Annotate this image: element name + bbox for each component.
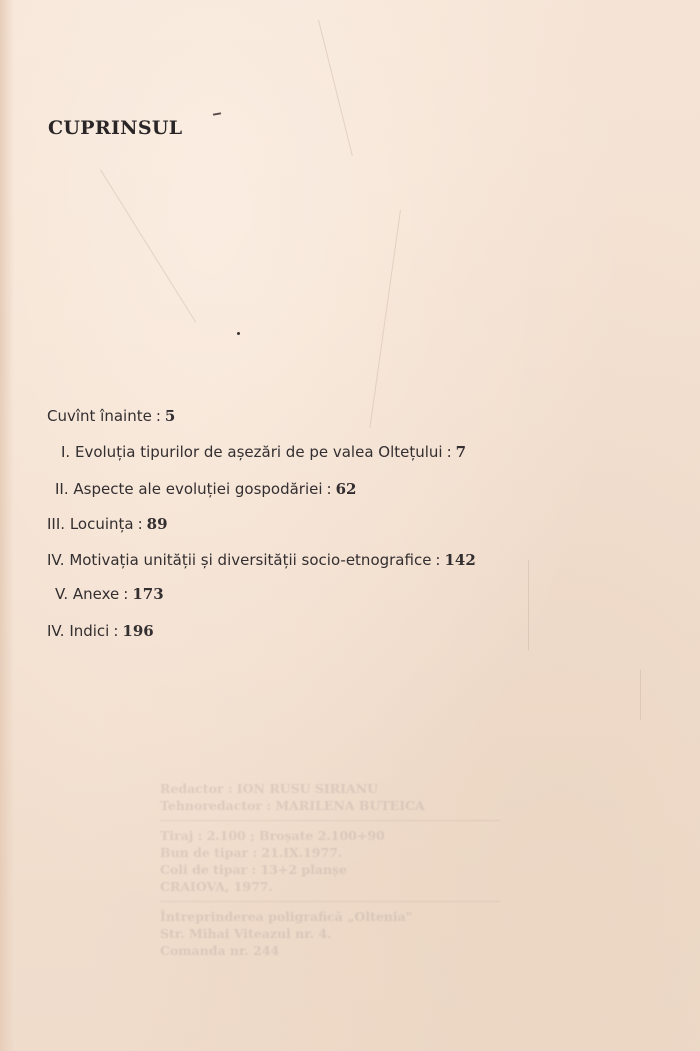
toc-page-number: 142 bbox=[444, 551, 476, 569]
toc-entry bbox=[55, 585, 164, 603]
toc-separator: : bbox=[155, 407, 161, 425]
colophon-press-date: Bun de tipar : 21.IX.1977. bbox=[160, 845, 343, 860]
toc-entry bbox=[61, 443, 466, 461]
toc-separator: : bbox=[435, 551, 441, 569]
page-title: CUPRINSUL bbox=[48, 117, 183, 139]
toc-page-number: 5 bbox=[164, 407, 176, 425]
toc-entry bbox=[47, 407, 175, 425]
colophon-print-run: Tiraj : 2.100 ; Broșate 2.100+90 bbox=[160, 828, 385, 843]
colophon-tech-editor: Tehnoredactor : MARILENA BUTEICA bbox=[160, 798, 425, 813]
toc-page-number: 62 bbox=[335, 480, 357, 498]
toc-separator: : bbox=[446, 443, 452, 461]
toc-entry-text: Motivația unității și diversității socio-etnografice bbox=[69, 551, 432, 569]
toc-separator: : bbox=[123, 585, 129, 603]
toc-entry bbox=[55, 480, 356, 498]
colophon-divider bbox=[160, 820, 500, 821]
toc-entry-text: Locuința bbox=[69, 515, 134, 533]
colophon-editor: Redactor : ION RUSU SIRIANU bbox=[160, 781, 379, 796]
toc-entry bbox=[47, 622, 154, 640]
toc-entry-text: Indici bbox=[69, 622, 110, 640]
toc-page-number: 7 bbox=[455, 443, 467, 461]
toc-separator: : bbox=[113, 622, 119, 640]
colophon-credits bbox=[160, 780, 540, 814]
toc-entry-text: Aspecte ale evoluției gospodăriei bbox=[73, 480, 323, 498]
toc-entry-number: V. bbox=[55, 585, 69, 603]
toc-entry-number: IV. bbox=[47, 551, 65, 569]
colophon-divider bbox=[160, 901, 500, 902]
colophon-printer bbox=[160, 908, 540, 959]
toc-entry-text: Evoluția tipurilor de așezări de pe valea Oltețului bbox=[74, 443, 443, 461]
toc-page-number: 89 bbox=[146, 515, 168, 533]
colophon-print-details bbox=[160, 827, 540, 895]
colophon-sheets: Coli de tipar : 13+2 planșe bbox=[160, 862, 348, 877]
toc-separator: : bbox=[326, 480, 332, 498]
toc-entry bbox=[47, 551, 476, 569]
colophon-address: Str. Mihai Viteazul nr. 4. bbox=[160, 926, 332, 941]
colophon-printer-name: Întreprinderea poligrafică „Oltenia" bbox=[160, 909, 413, 924]
toc-entry-number: II. bbox=[55, 480, 69, 498]
toc-entry-text: Anexe bbox=[72, 585, 120, 603]
toc-page-number: 196 bbox=[122, 622, 154, 640]
toc-separator: : bbox=[137, 515, 143, 533]
colophon-order: Comanda nr. 244 bbox=[160, 943, 280, 958]
toc-entry-text: Cuvînt înainte bbox=[47, 407, 152, 425]
toc-entry bbox=[47, 515, 168, 533]
faded-colophon bbox=[160, 780, 540, 965]
toc-entry-number: IV. bbox=[47, 622, 65, 640]
toc-entry-number: III. bbox=[47, 515, 66, 533]
colophon-city-year: CRAIOVA, 1977. bbox=[160, 879, 273, 894]
toc-entry-number: I. bbox=[61, 443, 71, 461]
toc-page-number: 173 bbox=[132, 585, 164, 603]
